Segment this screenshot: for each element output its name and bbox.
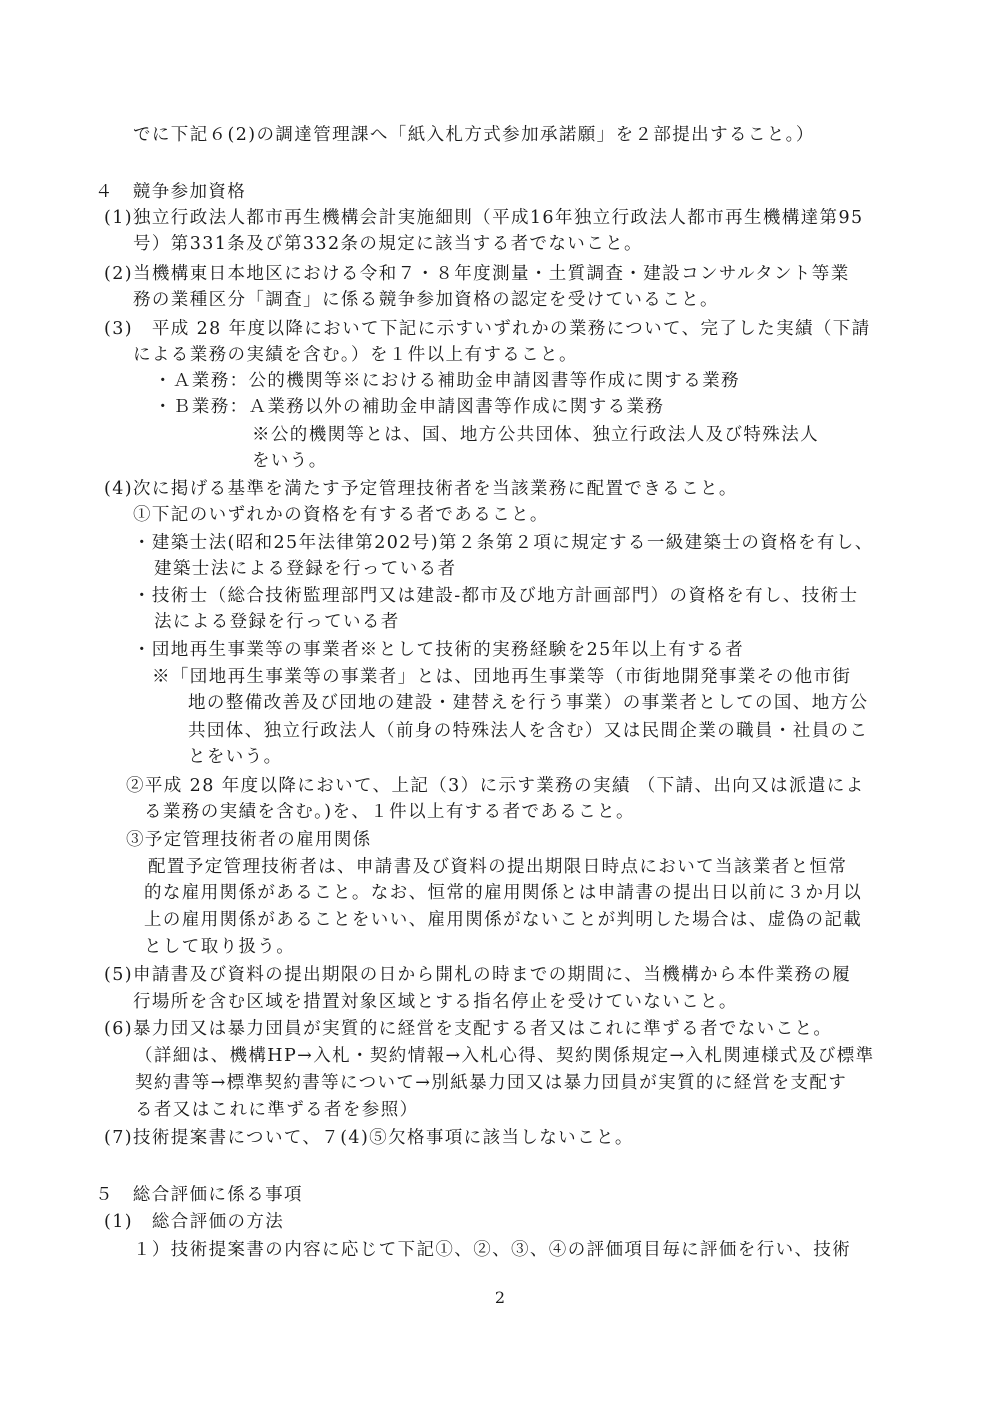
text-line: (3) 平成 28 年度以降において下記に示すいずれかの業務について、完了した実績（下請 [104, 319, 871, 339]
text-line: ②平成 28 年度以降において、上記（3）に示す業務の実績 （下請、出向又は派遣によ [126, 776, 865, 796]
text-line: る業務の実績を含む。)を、１件以上有する者であること。 [144, 802, 635, 822]
text-line: とをいう。 [188, 747, 283, 767]
text-line: として取り扱う。 [144, 937, 296, 957]
text-line: 法による登録を行っている者 [154, 612, 400, 632]
text-line: (6)暴力団又は暴力団員が実質的に経営を支配する者又はこれに準ずる者でないこと。 [104, 1019, 833, 1039]
text-line: ・建築士法(昭和25年法律第202号)第２条第２項に規定する一級建築士の資格を有し、 [133, 533, 874, 553]
text-line: 上の雇用関係があることをいい、雇用関係がないことが判明した場合は、虚偽の記載 [144, 910, 863, 930]
text-line: ・Ｂ業務：Ａ業務以外の補助金申請図書等作成に関する業務 [154, 397, 665, 417]
text-line: (7)技術提案書について、７(4)⑤欠格事項に該当しないこと。 [104, 1128, 634, 1148]
section-heading: ５ 総合評価に係る事項 [95, 1185, 303, 1205]
page-number: 2 [494, 1288, 506, 1307]
text-line: 的な雇用関係があること。なお、恒常的雇用関係とは申請書の提出日以前に３か月以 [144, 883, 863, 903]
text-line: (1) 総合評価の方法 [104, 1212, 285, 1232]
text-line: ※公的機関等とは、国、地方公共団体、独立行政法人及び特殊法人 [252, 425, 819, 445]
text-line: ※「団地再生事業等の事業者」とは、団地再生事業等（市街地開発事業その他市街 [152, 667, 852, 687]
text-line: ・技術士（総合技術監理部門又は建設-都市及び地方計画部門）の資格を有し、技術士 [133, 586, 859, 606]
text-line: 務の業種区分「調査」に係る競争参加資格の認定を受けていること。 [133, 290, 719, 310]
text-line: る者又はこれに準ずる者を参照） [135, 1100, 419, 1120]
text-line: (1)独立行政法人都市再生機構会計実施細則（平成16年独立行政法人都市再生機構達第95 [104, 208, 864, 228]
text-line: 建築士法による登録を行っている者 [154, 559, 457, 579]
text-line: 地の整備改善及び団地の建設・建替えを行う事業）の事業者としての国、地方公 [188, 693, 869, 713]
text-line: 契約書等→標準契約書等について→別紙暴力団又は暴力団員が実質的に経営を支配す [135, 1073, 848, 1093]
text-line: (2)当機構東日本地区における令和７・８年度測量・土質調査・建設コンサルタント等業 [104, 264, 850, 284]
text-line: をいう。 [252, 451, 328, 471]
text-line: でに下記６(2)の調達管理課へ「紙入札方式参加承諾願」を２部提出すること。） [133, 125, 815, 145]
text-line: (5)申請書及び資料の提出期限の日から開札の時までの期間に、当機構から本件業務の履 [104, 965, 852, 985]
text-line: 号）第331条及び第332条の規定に該当する者でないこと。 [133, 234, 643, 254]
text-line: １）技術提案書の内容に応じて下記①、②、③、④の評価項目毎に評価を行い、技術 [133, 1240, 852, 1260]
text-line: による業務の実績を含む。）を１件以上有すること。 [133, 345, 578, 365]
text-line: ・団地再生事業等の事業者※として技術的実務経験を25年以上有する者 [133, 640, 744, 660]
text-line: 配置予定管理技術者は、申請書及び資料の提出期限日時点において当該業者と恒常 [148, 857, 848, 877]
text-line: 共団体、独立行政法人（前身の特殊法人を含む）又は民間企業の職員・社員のこ [188, 721, 869, 741]
section-heading: ４ 競争参加資格 [95, 182, 247, 202]
text-line: ①下記のいずれかの資格を有する者であること。 [133, 505, 549, 525]
text-line: ・Ａ業務：公的機関等※における補助金申請図書等作成に関する業務 [154, 371, 740, 391]
text-line: (4)次に掲げる基準を満たす予定管理技術者を当該業務に配置できること。 [104, 479, 738, 499]
text-line: 行場所を含む区域を措置対象区域とする指名停止を受けていないこと。 [133, 992, 738, 1012]
text-line: （詳細は、機構HP→入札・契約情報→入札心得、契約関係規定→入札関連様式及び標準 [135, 1046, 875, 1066]
text-line: ③予定管理技術者の雇用関係 [126, 830, 372, 850]
